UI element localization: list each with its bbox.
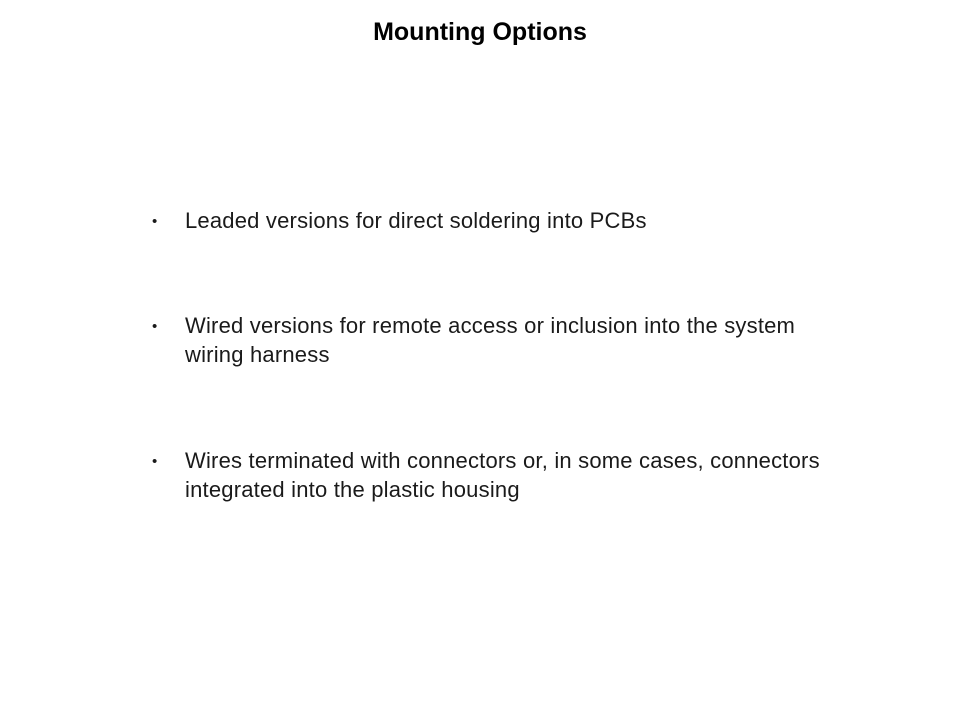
- bullet-text: Wires terminated with connectors or, in some cases, connectors integrated into the plastic housing: [185, 448, 820, 502]
- bullet-item-wires-terminated: [150, 446, 830, 504]
- bullet-item-wired-versions: [150, 311, 830, 369]
- bullet-point-icon: •: [152, 318, 158, 335]
- bullet-item-leaded-versions: [150, 206, 830, 235]
- bullet-point-icon: •: [152, 453, 158, 470]
- bullet-text: Wired versions for remote access or inclusion into the system wiring harness: [185, 313, 796, 367]
- bullet-point-icon: •: [152, 213, 158, 230]
- slide-title: Mounting Options: [373, 18, 587, 46]
- bullet-text: Leaded versions for direct soldering into PCBs: [185, 208, 647, 233]
